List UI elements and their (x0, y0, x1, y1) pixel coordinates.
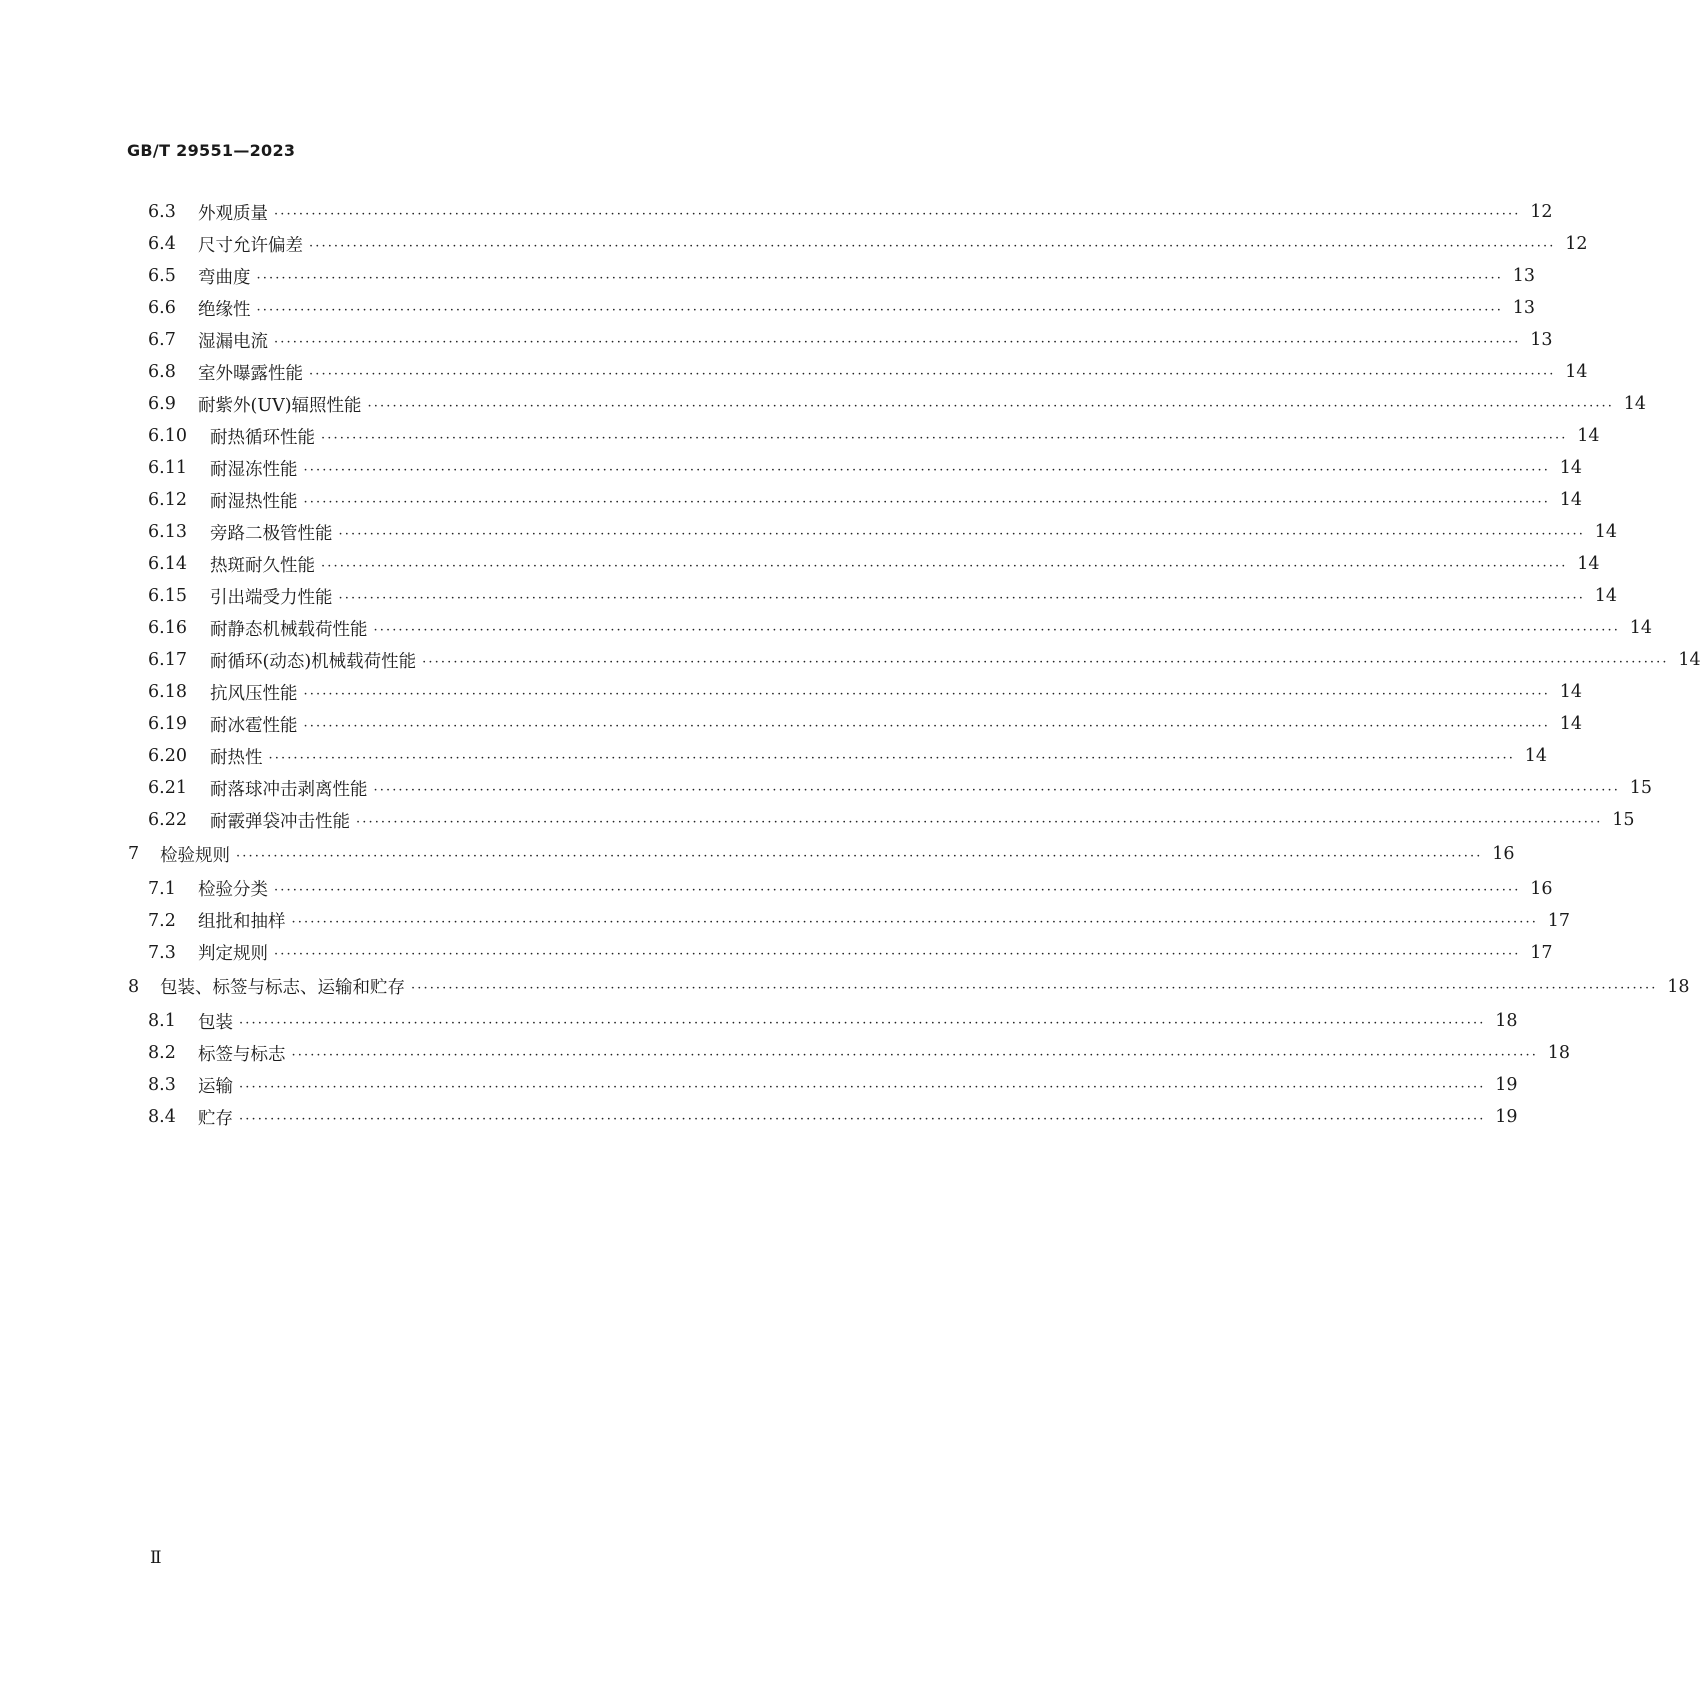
standard-number-header: GB/T 29551—2023 (127, 141, 296, 160)
toc-dot-leader: ········································································································································································································ (321, 430, 1568, 446)
toc-entry-title: 弯曲度 (198, 267, 251, 288)
toc-entry-page: 18 (1495, 1011, 1518, 1031)
toc-entry-page: 14 (1594, 522, 1617, 542)
toc-entry-title: 耐湿热性能 (210, 491, 298, 512)
toc-dot-leader: ········································································································································································································ (303, 494, 1550, 510)
toc-entry[interactable] (128, 484, 1582, 516)
toc-entry-number: 7.2 (148, 910, 176, 931)
toc-entry-page: 13 (1512, 266, 1535, 286)
toc-entry[interactable] (128, 228, 1588, 260)
toc-entry-number: 6.21 (148, 778, 187, 798)
toc-entry-page: 16 (1530, 878, 1553, 899)
toc-dot-leader: ········································································································································································································ (291, 915, 1538, 930)
toc-entry-title: 耐循环(动态)机械载荷性能 (210, 651, 417, 672)
toc-dot-leader: ········································································································································································································ (268, 750, 1515, 766)
toc-entry-page: 13 (1512, 298, 1535, 318)
toc-entry-number: 6.16 (148, 618, 187, 638)
toc-entry[interactable] (128, 1037, 1570, 1069)
toc-entry[interactable] (128, 676, 1582, 708)
toc-entry-number: 6.17 (148, 650, 187, 670)
toc-entry-number: 6.22 (148, 810, 187, 830)
toc-entry-page: 14 (1565, 362, 1588, 382)
toc-dot-leader: ········································································································································································································ (239, 1015, 1486, 1031)
toc-dot-leader: ········································································································································································································ (373, 782, 1620, 798)
toc-dot-leader: ········································································································································································································ (367, 398, 1615, 414)
toc-dot-leader: ········································································································································································································ (239, 1111, 1486, 1127)
page-folio: Ⅱ (150, 1548, 162, 1568)
toc-entry-page: 14 (1629, 618, 1652, 638)
toc-entry[interactable] (128, 873, 1553, 905)
toc-entry-title: 引出端受力性能 (210, 587, 333, 608)
toc-dot-leader: ········································································································································································································ (236, 848, 1483, 864)
toc-entry-number: 6.14 (148, 554, 187, 574)
toc-entry-title: 判定规则 (198, 944, 268, 964)
toc-entry-number: 6.4 (148, 234, 176, 254)
toc-entry-page: 13 (1530, 330, 1553, 350)
toc-entry-title: 贮存 (198, 1108, 233, 1129)
toc-entry-number: 8.3 (148, 1075, 176, 1095)
toc-entry-number: 6.9 (148, 394, 176, 414)
toc-entry[interactable] (128, 388, 1647, 420)
toc-entry-page: 12 (1530, 202, 1553, 222)
toc-entry-title: 外观质量 (198, 203, 268, 224)
toc-entry[interactable] (128, 772, 1652, 804)
toc-entry-page: 15 (1612, 810, 1635, 830)
toc-entry-page: 14 (1577, 554, 1600, 574)
toc-entry[interactable] (128, 708, 1582, 740)
toc-dot-leader: ········································································································································································································ (373, 622, 1620, 638)
toc-entry[interactable] (128, 516, 1617, 548)
toc-entry-page: 14 (1678, 650, 1701, 670)
toc-entry-number: 6.13 (148, 522, 187, 542)
toc-dot-leader: ········································································································································································································ (422, 654, 1669, 670)
toc-dot-leader: ········································································································································································································ (274, 206, 1521, 222)
toc-entry-number: 7.1 (148, 878, 176, 899)
toc-entry-title: 运输 (198, 1076, 233, 1097)
toc-entry-page: 12 (1565, 234, 1588, 254)
toc-entry-number: 6.6 (148, 298, 176, 318)
toc-entry-number: 8.1 (148, 1011, 176, 1031)
toc-entry-title: 耐热性 (210, 747, 263, 768)
toc-entry-title: 组批和抽样 (198, 912, 286, 932)
toc-dot-leader: ········································································································································································································ (338, 590, 1585, 606)
toc-entry-page: 19 (1495, 1107, 1518, 1127)
toc-entry-number: 6.3 (148, 202, 176, 222)
toc-entry[interactable] (128, 836, 1515, 873)
toc-entry[interactable] (128, 1069, 1518, 1101)
toc-entry-title: 耐冰雹性能 (210, 715, 298, 736)
toc-entry-title: 标签与标志 (198, 1044, 286, 1065)
toc-entry[interactable] (128, 420, 1600, 452)
toc-entry[interactable] (128, 937, 1553, 969)
toc-dot-leader: ········································································································································································································ (303, 462, 1550, 478)
toc-entry-number: 7.3 (148, 942, 176, 963)
toc-entry-title: 包装 (198, 1012, 233, 1033)
toc-entry[interactable] (128, 292, 1535, 324)
toc-entry-number: 6.12 (148, 490, 187, 510)
toc-entry-page: 14 (1559, 714, 1582, 734)
toc-entry-number: 8 (128, 976, 140, 997)
toc-entry-number: 6.18 (148, 682, 187, 702)
toc-entry-title: 检验分类 (198, 880, 268, 900)
toc-entry-title: 绝缘性 (198, 299, 251, 320)
toc-dot-leader: ········································································································································································································ (274, 883, 1521, 898)
toc-entry-page: 14 (1559, 458, 1582, 478)
toc-entry-title: 检验规则 (160, 845, 230, 866)
toc-entry-number: 6.15 (148, 586, 187, 606)
toc-entry[interactable] (128, 260, 1535, 292)
toc-entry-number: 6.20 (148, 746, 187, 766)
toc-entry-title: 耐静态机械载荷性能 (210, 619, 368, 640)
toc-entry-page: 16 (1492, 844, 1515, 865)
toc-entry[interactable] (128, 969, 1690, 1006)
toc-entry-number: 6.10 (148, 426, 187, 446)
toc-entry-title: 热斑耐久性能 (210, 555, 315, 576)
toc-entry[interactable] (128, 196, 1553, 228)
toc-dot-leader: ········································································································································································································ (303, 686, 1550, 702)
toc-entry-number: 8.4 (148, 1107, 176, 1127)
toc-entry-number: 7 (128, 844, 140, 865)
toc-entry-title: 耐热循环性能 (210, 427, 315, 448)
toc-entry-page: 14 (1559, 490, 1582, 510)
toc-dot-leader: ········································································································································································································ (239, 1079, 1486, 1095)
toc-dot-leader: ········································································································································································································ (256, 270, 1503, 286)
toc-entry-title: 耐霰弹袋冲击性能 (210, 811, 350, 832)
toc-entry-page: 17 (1530, 942, 1553, 963)
toc-dot-leader: ········································································································································································································ (411, 981, 1658, 997)
toc-entry-title: 尺寸允许偏差 (198, 235, 303, 256)
toc-entry-page: 17 (1547, 910, 1570, 931)
toc-entry[interactable] (128, 905, 1570, 937)
toc-dot-leader: ········································································································································································································ (256, 302, 1503, 318)
toc-entry[interactable] (128, 548, 1600, 580)
toc-entry-number: 6.11 (148, 458, 187, 478)
toc-entry-number: 8.2 (148, 1043, 176, 1063)
toc-entry-title: 抗风压性能 (210, 683, 298, 704)
toc-entry-number: 6.8 (148, 362, 176, 382)
toc-entry[interactable] (128, 740, 1547, 772)
toc-entry-page: 14 (1623, 394, 1647, 414)
toc-dot-leader: ········································································································································································································ (274, 334, 1521, 350)
toc-entry-page: 14 (1559, 682, 1582, 702)
toc-entry[interactable] (128, 1101, 1518, 1133)
toc-entry-page: 14 (1594, 586, 1617, 606)
toc-entry[interactable] (128, 580, 1617, 612)
toc-dot-leader: ········································································································································································································ (356, 814, 1603, 830)
toc-dot-leader: ········································································································································································································ (338, 526, 1585, 542)
toc-entry-title: 耐落球冲击剥离性能 (210, 779, 368, 800)
toc-entry-page: 15 (1629, 778, 1652, 798)
toc-entry-title: 耐紫外(UV)辐照性能 (198, 395, 362, 416)
toc-entry-title: 旁路二极管性能 (210, 523, 333, 544)
toc-entry-title: 包装、标签与标志、运输和贮存 (160, 978, 405, 999)
toc-entry-page: 18 (1547, 1043, 1570, 1063)
toc-entry-page: 14 (1577, 426, 1600, 446)
toc-dot-leader: ········································································································································································································ (303, 718, 1550, 734)
toc-entry-title: 耐湿冻性能 (210, 459, 298, 480)
toc-entry-page: 14 (1524, 746, 1547, 766)
toc-entry[interactable] (128, 356, 1588, 388)
toc-entry[interactable] (128, 612, 1652, 644)
toc-dot-leader: ········································································································································································································ (274, 947, 1521, 962)
toc-dot-leader: ········································································································································································································ (291, 1047, 1538, 1063)
toc-dot-leader: ········································································································································································································ (309, 238, 1556, 254)
toc-entry-number: 6.19 (148, 714, 187, 734)
toc-entry-page: 18 (1667, 976, 1690, 997)
toc-entry-title: 室外曝露性能 (198, 363, 303, 384)
toc-dot-leader: ········································································································································································································ (321, 558, 1568, 574)
toc-entry[interactable] (128, 324, 1553, 356)
toc-entry-number: 6.7 (148, 330, 176, 350)
toc-dot-leader: ········································································································································································································ (309, 366, 1556, 382)
toc-entry[interactable] (128, 452, 1582, 484)
table-of-contents (128, 196, 1701, 1133)
toc-entry[interactable] (128, 1005, 1518, 1037)
toc-entry[interactable] (128, 804, 1635, 836)
toc-entry[interactable] (128, 644, 1701, 676)
toc-entry-page: 19 (1495, 1075, 1518, 1095)
toc-entry-title: 湿漏电流 (198, 331, 268, 352)
toc-entry-number: 6.5 (148, 266, 176, 286)
